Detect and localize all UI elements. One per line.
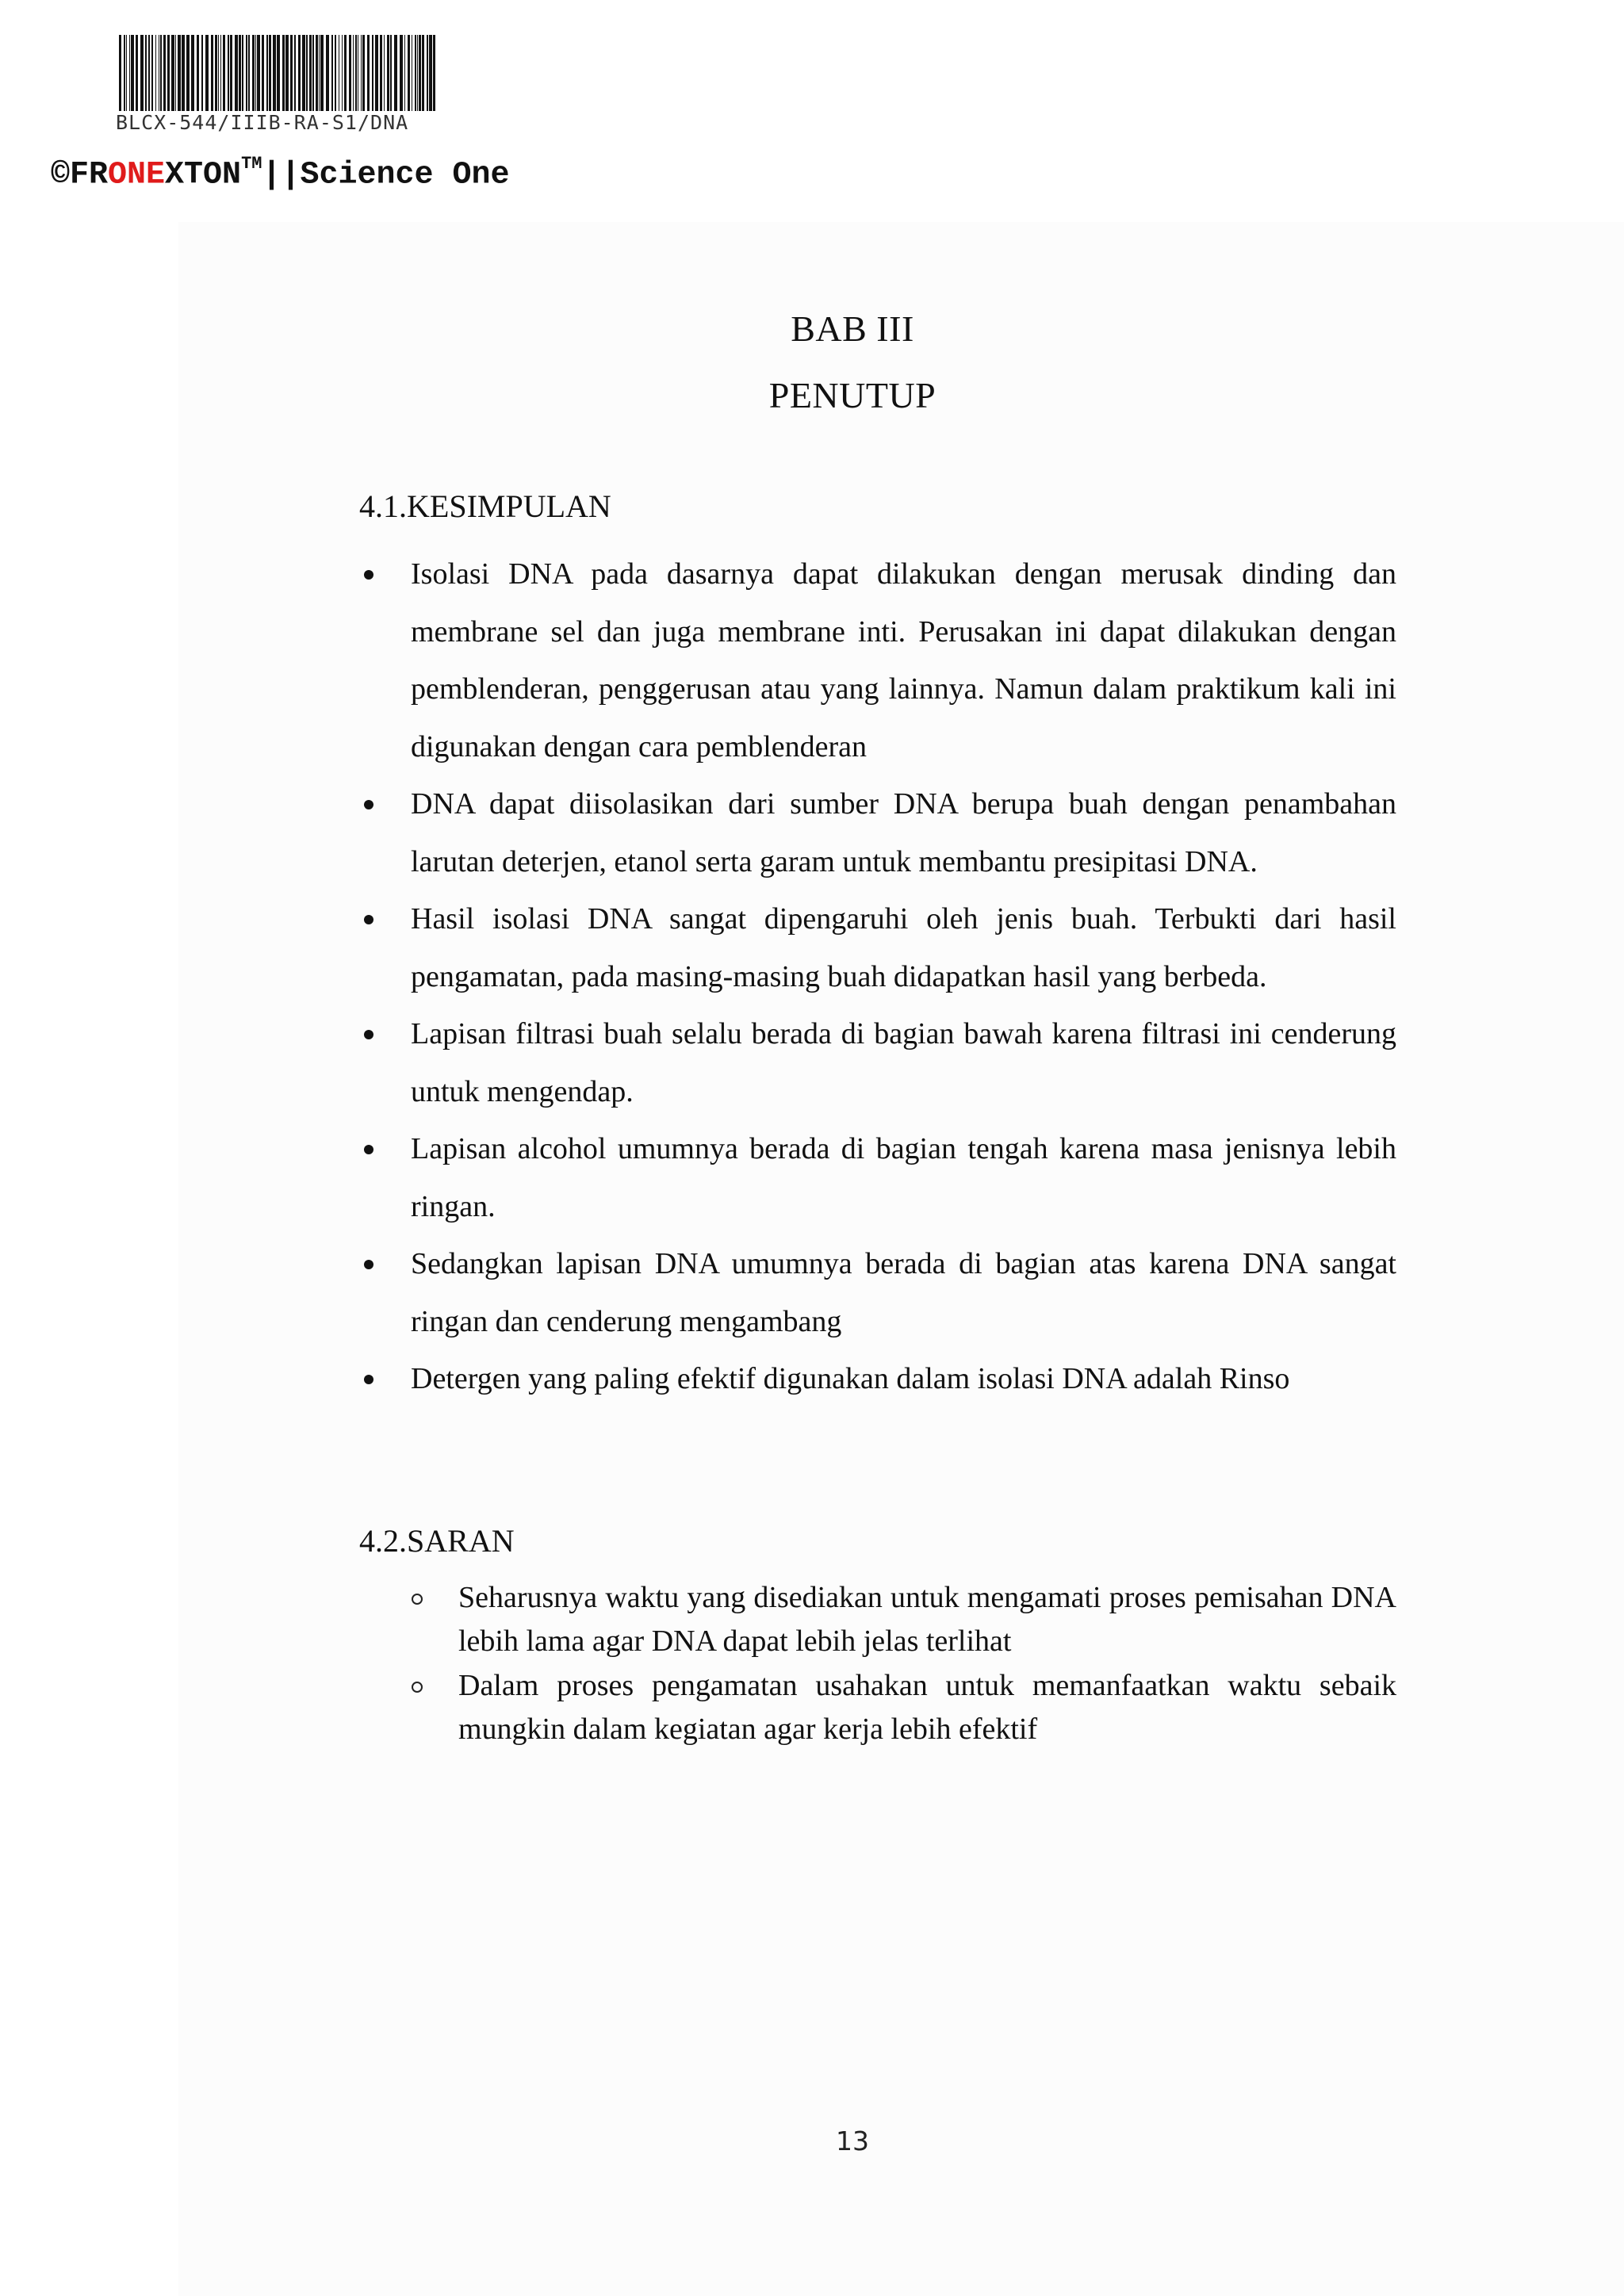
list-item [361,1005,1396,1120]
chapter-number: BAB III [791,308,914,349]
list-item-text: Lapisan alcohol umumnya berada di bagian tengah karena masa jenisnya lebih ringan. [411,1132,1396,1223]
list-item-text: Hasil isolasi DNA sangat dipengaruhi oleh jenis buah. Terbukti dari hasil pengamatan, pada masing-masing buah didapatkan hasil yang berbeda. [411,902,1396,993]
brand-tagline: Science One [300,157,510,193]
list-item [361,890,1396,1005]
list-item [361,545,1396,775]
bullet-icon [364,1260,373,1269]
list-item-text: DNA dapat diisolasikan dari sumber DNA berupa buah dengan penambahan larutan deterjen, etanol serta garam untuk membantu presipitasi DNA. [411,787,1396,878]
list-item [409,1576,1396,1663]
trademark-mark: TM [241,154,262,174]
list-item [361,1235,1396,1350]
list-item [361,1350,1396,1408]
list-item [409,1664,1396,1751]
chapter-title: PENUTUP [768,375,936,415]
brand-part-3: XTON [165,157,242,193]
circle-bullet-icon [412,1594,423,1605]
list-item [361,775,1396,890]
circle-bullet-icon [412,1682,423,1693]
bullet-icon [364,1030,373,1039]
list-item-text: Lapisan filtrasi buah selalu berada di bagian bawah karena filtrasi ini cenderung untuk mengendap. [411,1017,1396,1108]
page-number: 13 [836,2126,869,2156]
section-heading-saran: 4.2.SARAN [359,1523,515,1559]
copyright-symbol: © [51,157,71,193]
brand-part-1: FR [70,157,109,193]
list-item-text: Detergen yang paling efektif digunakan dalam isolasi DNA adalah Rinso [411,1362,1290,1395]
list-item [361,1120,1396,1235]
list-item-text: Dalam proses pengamatan usahakan untuk memanfaatkan waktu sebaik mungkin dalam kegiatan agar kerja lebih efektif [458,1669,1396,1746]
bullet-icon [364,915,373,924]
kesimpulan-list [361,545,1396,1408]
brand-part-2: ONE [108,157,166,193]
barcode-code: BLCX-544/IIIB-RA-S1/DNA [116,111,409,134]
saran-list [409,1576,1396,1752]
list-item-text: Isolasi DNA pada dasarnya dapat dilakukan dengan merusak dinding dan membrane sel dan juga membrane inti. Perusakan ini dapat dilakukan dengan pemblenderan, penggerusan atau yang lainnya. Namun dalam praktikum kali ini digunakan dengan cara pemblenderan [411,557,1396,763]
barcode-image [117,35,439,111]
bullet-icon [364,570,373,580]
bullet-icon [364,1145,373,1154]
bullet-icon [364,800,373,809]
list-item-text: Seharusnya waktu yang disediakan untuk mengamati proses pemisahan DNA lebih lama agar DNA dapat lebih jelas terlihat [458,1581,1396,1658]
bullet-icon [364,1375,373,1384]
brand-separator: || [262,157,301,193]
section-heading-kesimpulan: 4.1.KESIMPULAN [359,488,611,524]
list-item-text: Sedangkan lapisan DNA umumnya berada di bagian atas karena DNA sangat ringan dan cenderung mengambang [411,1247,1396,1338]
brand-logo [51,154,510,193]
